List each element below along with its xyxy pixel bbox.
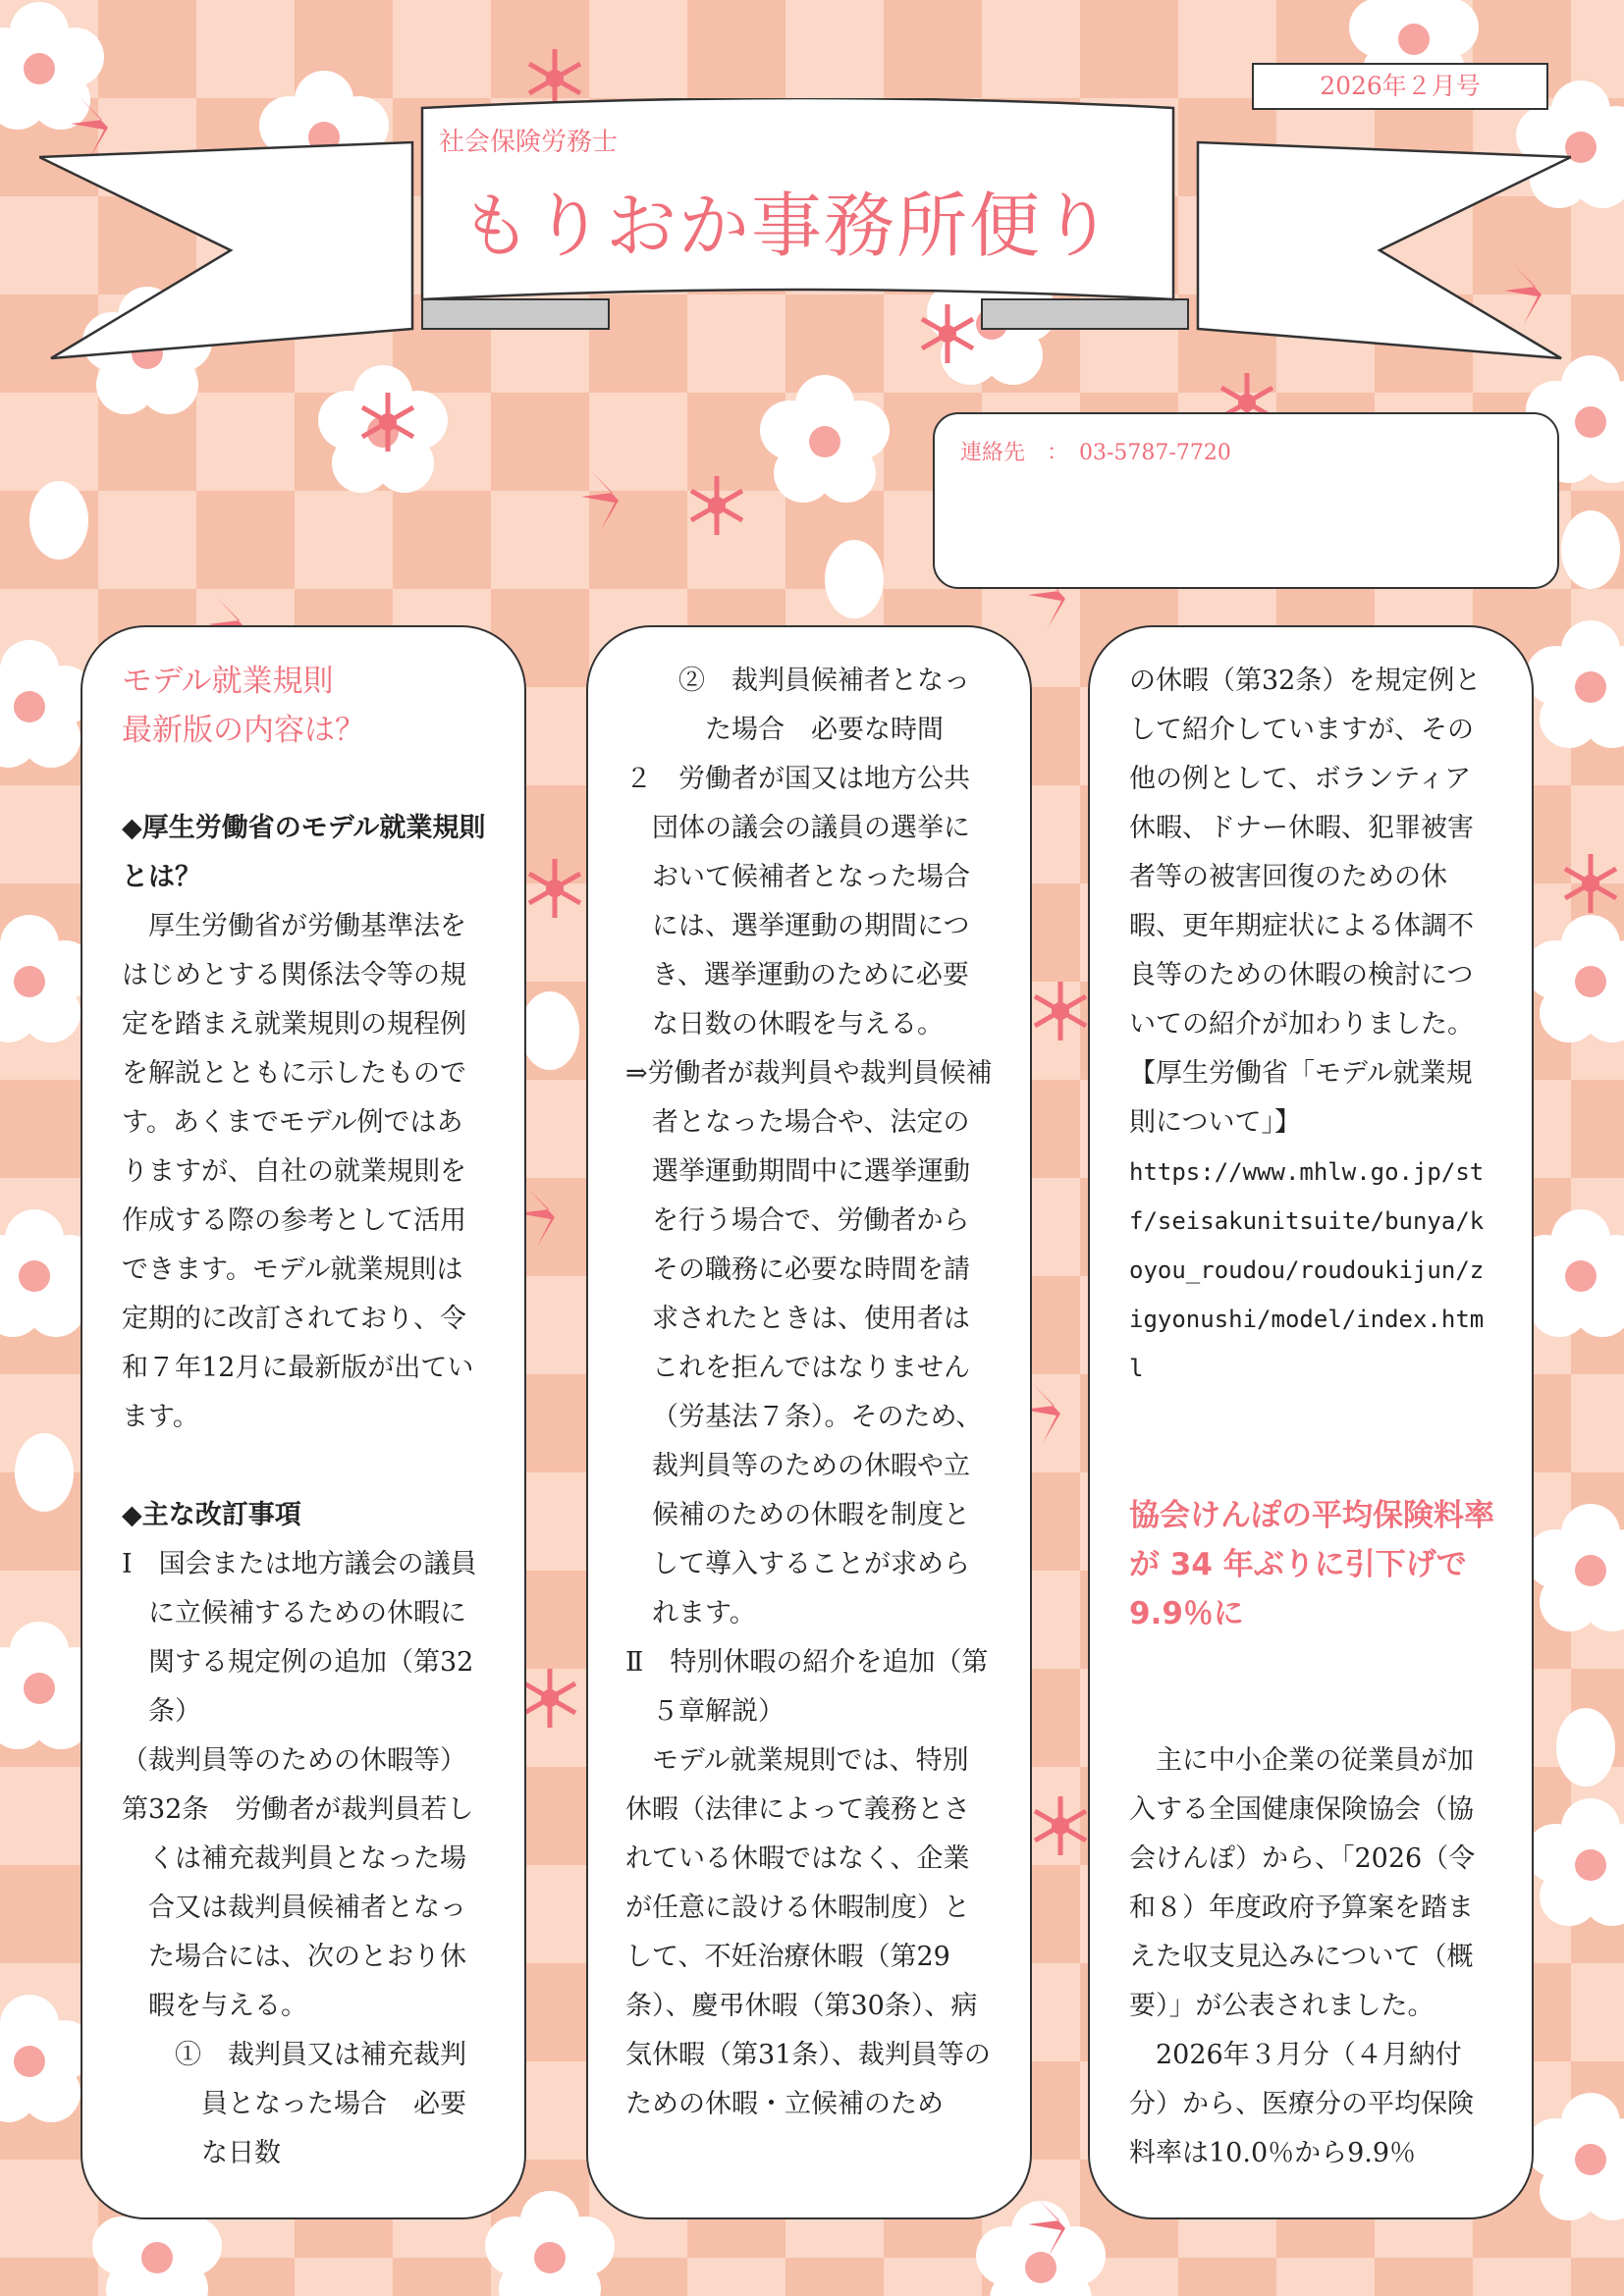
revision-item: Ⅱ 特別休暇の紹介を追加（第５章解説） [625, 1647, 989, 1727]
article-paragraph: 2026年３月分（４月納付分）から、医療分の平均保険料率は10.0％から9.9％ [1129, 2040, 1474, 2168]
revision-item: Ⅰ 国会または地方議会の議員に立候補するための休暇に関する規定例の追加（第32条） [122, 1549, 477, 1727]
case-item: ① 裁判員又は補充裁判員となった場合 必要な日数 [175, 2040, 466, 2168]
contact-phone: 連絡先 ： 03-5787-7720 [960, 441, 1231, 465]
contact-box [933, 412, 1559, 589]
section-heading: ◆主な改訂事項 [122, 1500, 301, 1530]
revision-subheading: （裁判員等のための休暇等） [122, 1745, 466, 1776]
newsletter-title: もりおか事務所便り [460, 185, 1114, 267]
banner-subtitle: 社会保険労務士 [439, 128, 619, 157]
case-item: ② 裁判員候補者となった場合 必要な時間 [678, 666, 970, 745]
article-32-text: 第32条 労働者が裁判員若しくは補充裁判員となった場合又は裁判員候補者となった場合には、次のとおり休暇を与える。 [122, 1794, 474, 2021]
clause-item: ２ 労働者が国又は地方公共団体の議会の議員の選挙において候補者となった場合には、選挙運動の期間につき、選挙運動のために必要な日数の休暇を与える。 [625, 764, 970, 1040]
section-heading: ◆厚生労働省のモデル就業規則とは？ [122, 813, 486, 892]
column-1 [81, 625, 526, 2219]
article-title: 協会けんぽの平均保険料率が 34 年ぶりに引下げで 9.9％に [1129, 1498, 1494, 1631]
column-3 [1088, 625, 1534, 2219]
note-paragraph: ⇒労働者が裁判員や裁判員候補者となった場合や、法定の選挙運動期間中に選挙運動を行う場合で、労働者からその職務に必要な時間を請求されたときは、使用者はこれを拒んではなりません（労基法７条）。そのため、裁判員等のための休暇や立候補のための休暇を制度として導入することが求められます。 [625, 1058, 993, 1629]
reference-url[interactable]: https://www.mhlw.go.jp/stf/seisakunitsuite/bunya/koyou_roudou/roudoukijun/zigyonushi/model/index.html [1129, 1158, 1485, 1382]
continued-paragraph: の休暇（第32条）を規定例として紹介していますが、その他の例として、ボランティア休暇、ドナー休暇、犯罪被害者等の被害回復のための休暇、更年期症状による体調不良等のための休暇の検討についての紹介が加わりました。 [1129, 666, 1482, 1040]
section-body: 厚生労働省が労働基準法をはじめとする関係法令等の規定を踏まえ就業規則の規程例を解説とともに示したものです。あくまでモデル例ではありますが、自社の就業規則を作成する際の参考として活用できます。モデル就業規則は定期的に改訂されており、令和７年12月に最新版が出ています。 [122, 911, 474, 1432]
article-title-line2: 最新版の内容は？ [122, 713, 365, 748]
article-title-line1: モデル就業規則 [122, 664, 334, 699]
article-paragraph: 主に中小企業の従業員が加入する全国健康保険協会（協会けんぽ）から、「2026（令和８）年度政府予算案を踏まえた収支見込みについて（概要）」が公表されました。 [1129, 1745, 1476, 2021]
revision-body: モデル就業規則では、特別休暇（法律によって義務とされている休暇ではなく、企業が任意に設ける休暇制度）として、不妊治療休暇（第29条）、慶弔休暇（第30条）、病気休暇（第31条）、裁判員等のための休暇・立候補のため [625, 1745, 991, 2119]
issue-date: 2026年２月号 [1252, 63, 1548, 110]
column-2 [586, 625, 1032, 2219]
reference-title: 【厚生労働省「モデル就業規則について」】 [1129, 1058, 1473, 1138]
